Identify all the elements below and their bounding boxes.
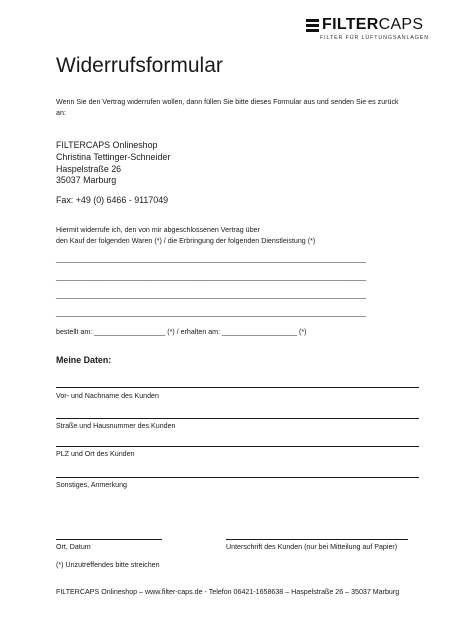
logo-brand-bold: FILTER — [322, 16, 379, 33]
intro-line-2: an: — [56, 109, 66, 117]
declaration-line-2: den Kauf der folgenden Waren (*) / die Erbringung der folgenden Dienstleistung (*) — [56, 237, 316, 245]
address-street: Haspelstraße 26 — [56, 164, 122, 174]
place-date-label: Ort, Datum — [56, 543, 91, 551]
declaration-line-1: Hiermit widerrufe ich, den von mir abgeschlossenen Vertrag über — [56, 226, 260, 234]
place-date-line[interactable] — [56, 539, 162, 540]
logo-wordmark — [322, 16, 423, 34]
fax-number: Fax: +49 (0) 6466 - 9117049 — [56, 195, 169, 205]
strike-note: (*) Unzutreffendes bitte streichen — [56, 561, 160, 569]
notes-field-line[interactable] — [56, 477, 419, 478]
page-title: Widerrufsformular — [56, 54, 223, 77]
goods-entry-line[interactable]: _______________________________________________________________________________ — [56, 272, 366, 281]
notes-field-label: Sonstiges, Anmerkung — [56, 481, 127, 489]
name-field-label: Vor- und Nachname des Kunden — [56, 392, 159, 400]
intro-line-1: Wenn Sie den Vertrag widerrufen wollen, dann füllen Sie bitte dieses Formular aus und senden Sie es zurück — [56, 98, 399, 106]
street-field-line[interactable] — [56, 418, 419, 419]
signature-label: Unterschrift des Kunden (nur bei Mitteilung auf Papier) — [226, 543, 398, 551]
address-city: 35037 Marburg — [56, 175, 117, 185]
goods-entry-line[interactable]: _______________________________________________________________________________ — [56, 290, 366, 299]
address-person: Christina Tettinger-Schneider — [56, 152, 171, 162]
name-field-line[interactable] — [56, 387, 419, 388]
goods-entry-line[interactable]: _______________________________________________________________________________ — [56, 254, 366, 263]
signature-line[interactable] — [226, 539, 408, 540]
dates-line[interactable]: bestellt am: __________________ (*) / erhalten am: ___________________ (*) — [56, 328, 307, 336]
logo-brand-light: CAPS — [378, 16, 424, 33]
address-company: FILTERCAPS Onlineshop — [56, 140, 158, 150]
goods-entry-line[interactable]: _______________________________________________________________________________ — [56, 308, 366, 317]
logo-tagline: FILTER FÜR LÜFTUNGSANLAGEN — [320, 35, 429, 41]
city-field-label: PLZ und Ort des Kunden — [56, 450, 135, 458]
city-field-line[interactable] — [56, 446, 419, 447]
my-data-heading: Meine Daten: — [56, 355, 112, 365]
brand-logo — [306, 16, 436, 41]
page-footer: FILTERCAPS Onlineshop – www.filter-caps.de - Telefon 06421-1658638 – Haspelstraße 26 – 35037 Marburg — [56, 588, 400, 596]
street-field-label: Straße und Hausnummer des Kunden — [56, 422, 176, 430]
logo-mark-icon — [306, 19, 319, 32]
